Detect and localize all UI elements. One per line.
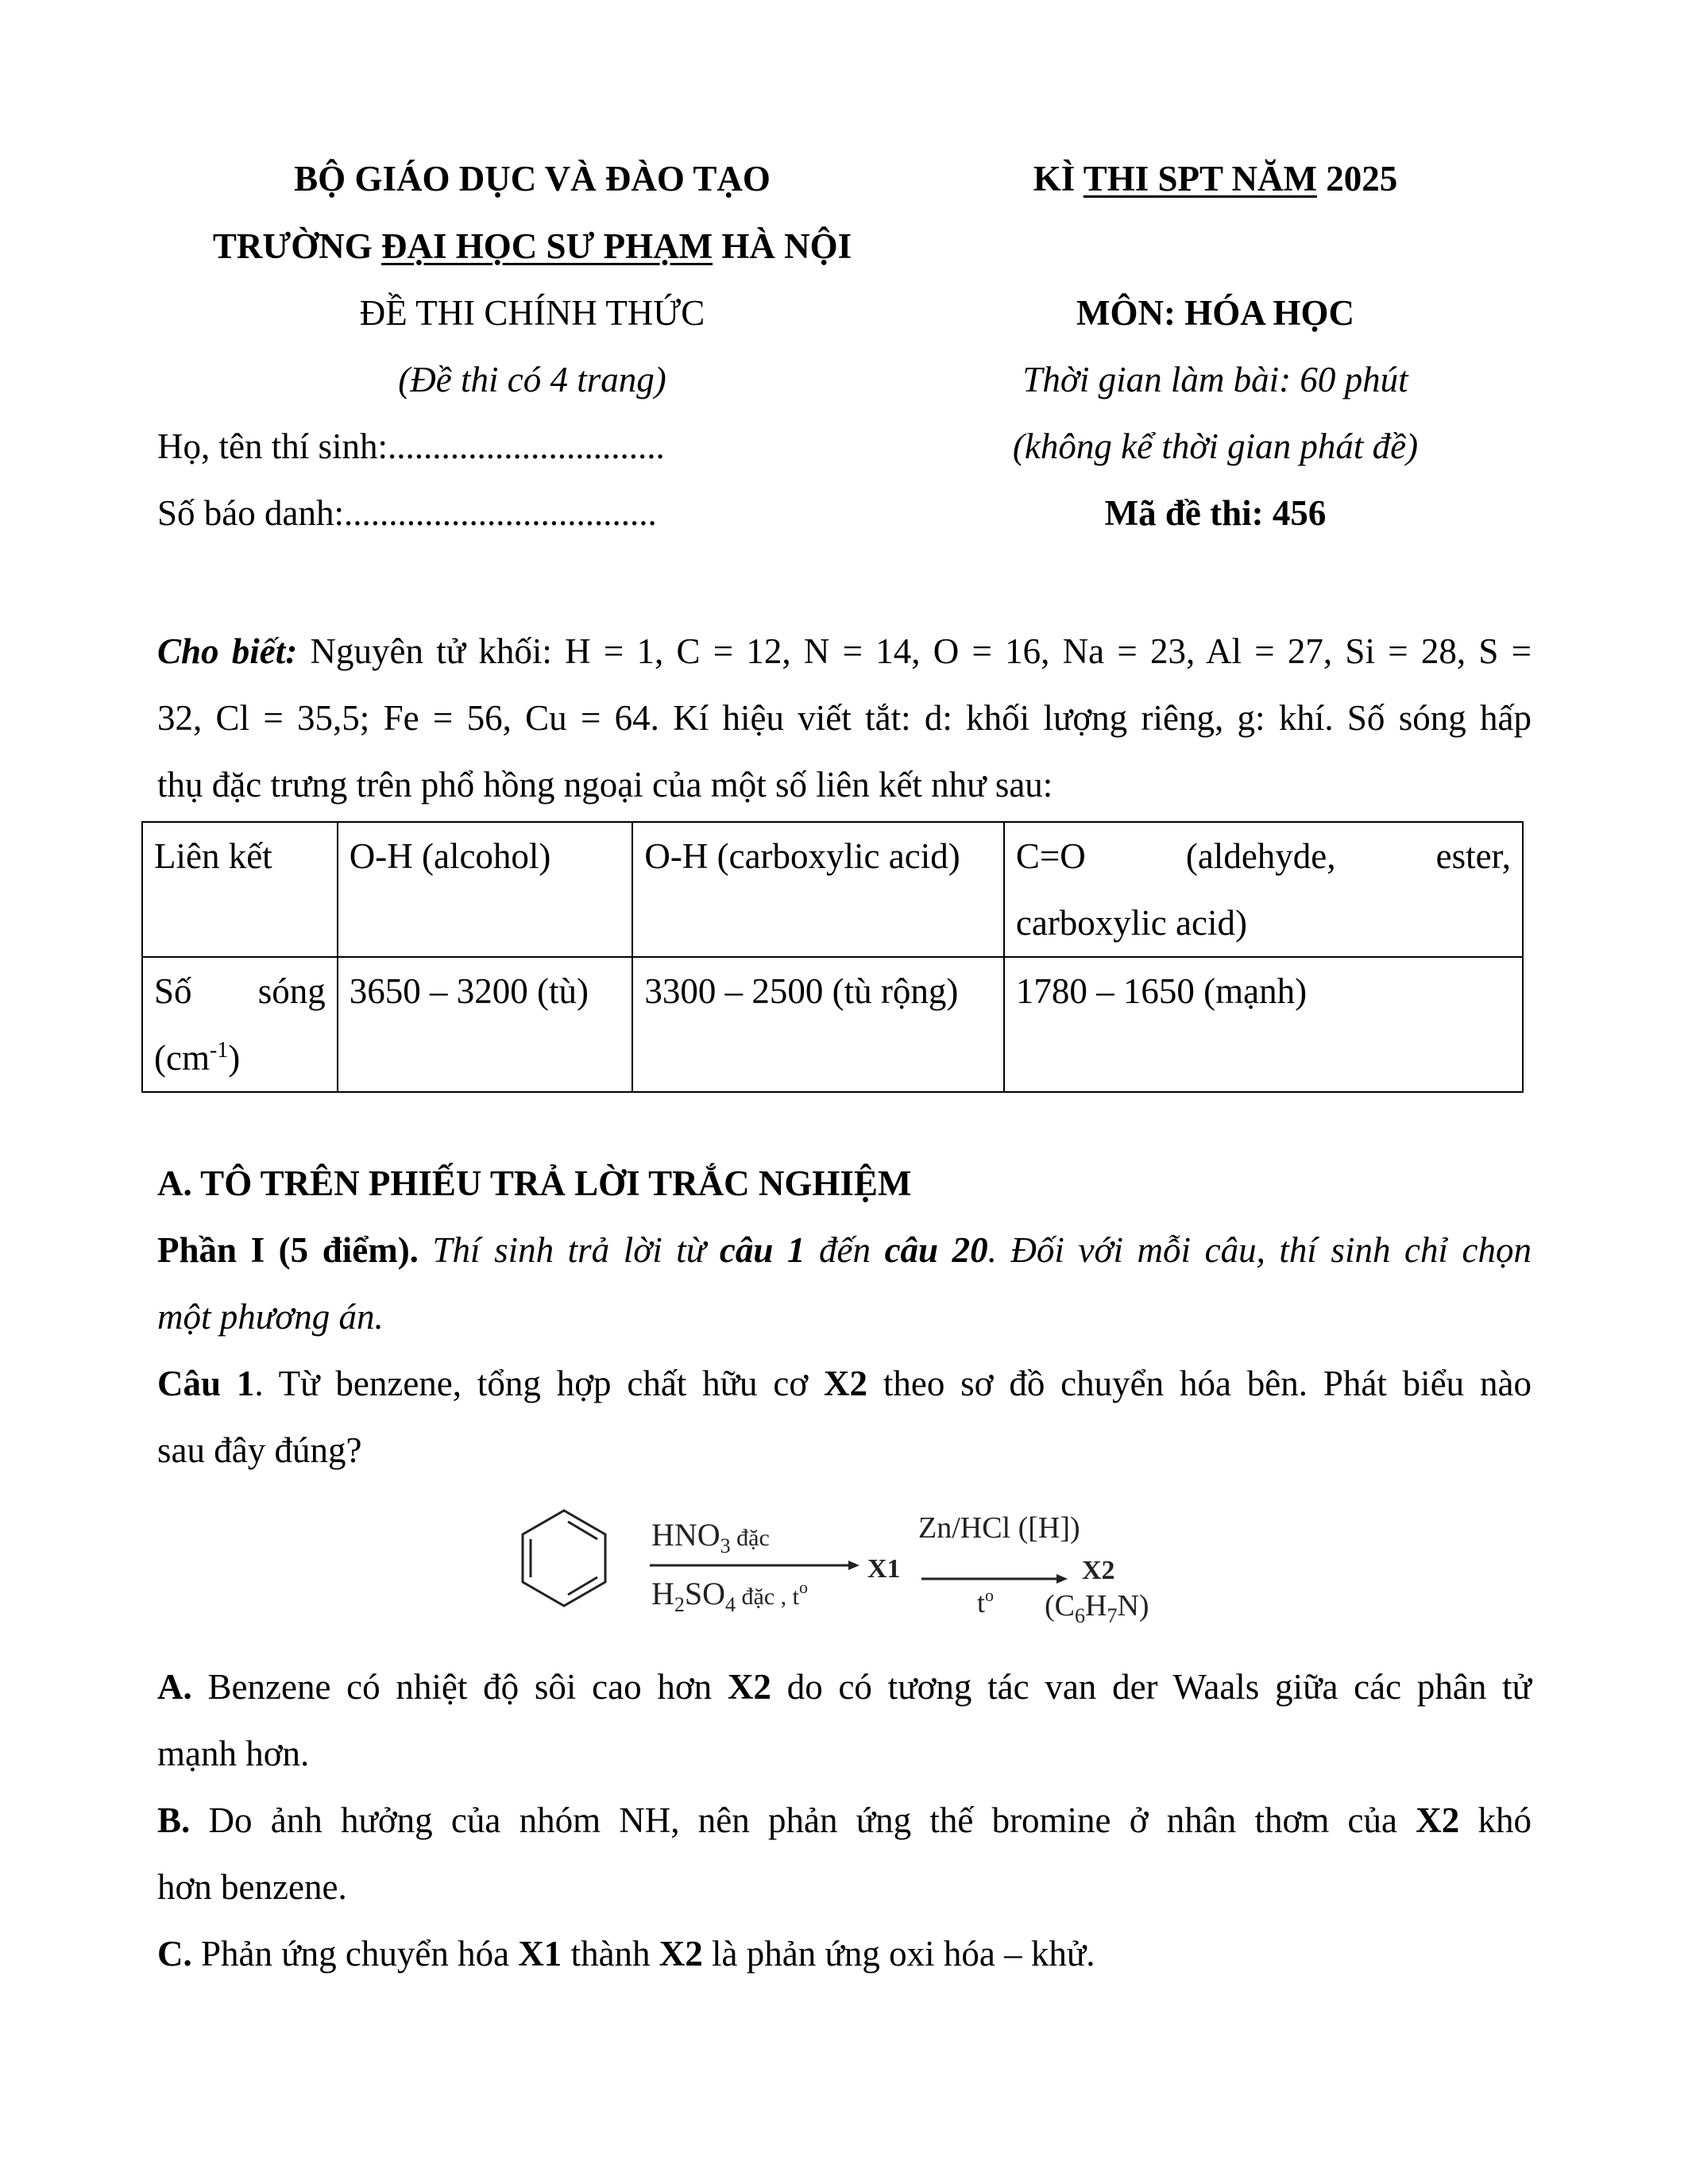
exam-code: Mã đề thi: 456	[1104, 493, 1327, 533]
pages-note: (Đề thi có 4 trang)	[398, 360, 666, 399]
reagent-1-top: $HNO_3$ $^{đặc}$	[651, 1517, 770, 1557]
candidate-id-field: Số báo danh:...................................	[157, 493, 657, 533]
benzene-ring-icon	[523, 1511, 605, 1606]
table-row	[142, 957, 1523, 1092]
reaction-scheme	[508, 1493, 1184, 1636]
candidate-name-field: Họ, tên thí sinh:...............................	[157, 426, 665, 466]
table-cell: 3650 – 3200 (tù)	[338, 957, 633, 1092]
reagent-1-bottom: $H_2SO_4$ $^{đặc , to}$	[651, 1576, 808, 1616]
subject-label: MÔN: HÓA HỌC	[1076, 293, 1354, 333]
table-cell: O-H (alcohol)	[338, 822, 633, 957]
table-header-cell: Liên kết	[142, 822, 338, 957]
ir-wavenumber-table	[141, 821, 1524, 1093]
school-name: TRƯỜNG ĐẠI HỌC SƯ PHẠM HÀ NỘI	[212, 226, 852, 266]
part1-instructions: Phần I (5 điểm). Thí sinh trả lời từ câu 1 đến câu 20. Đối với mỗi câu, thí sinh chỉ chọn một phương án.	[157, 1230, 1532, 1337]
option-c: C. Phản ứng chuyển hóa X1 thành X2 là phản ứng oxi hóa – khử.	[157, 1934, 1095, 1974]
reaction-scheme-svg	[508, 1493, 1184, 1636]
ministry-name: BỘ GIÁO DỤC VÀ ĐÀO TẠO	[294, 159, 771, 199]
section-a-heading: A. TÔ TRÊN PHIẾU TRẢ LỜI TRẮC NGHIỆM	[157, 1163, 912, 1203]
reagent-2-top: Zn/HCl ([H])	[918, 1511, 1080, 1545]
exam-duration: Thời gian làm bài: 60 phút	[1022, 360, 1408, 399]
table-cell: O-H (carboxylic acid)	[632, 822, 1004, 957]
table-cell: 1780 – 1650 (mạnh)	[1004, 957, 1523, 1092]
duration-note: (không kể thời gian phát đề)	[1012, 426, 1419, 466]
option-a: A. Benzene có nhiệt độ sôi cao hơn X2 do có tương tác van der Waals giữa các phân tử mạnh hơn.	[157, 1667, 1532, 1773]
x1-label: X1	[867, 1554, 901, 1584]
table-row	[142, 822, 1523, 957]
option-b: B. Do ảnh hưởng của nhóm NH, nên phản ứng thế bromine ở nhân thơm của X2 khó hơn benzene.	[157, 1800, 1532, 1907]
reagent-2-bottom: $t^o$	[977, 1585, 995, 1619]
official-exam-label: ĐỀ THI CHÍNH THỨC	[359, 293, 705, 333]
exam-title: KÌ THI SPT NĂM 2025	[1033, 159, 1398, 199]
x2-label: X2	[1082, 1556, 1115, 1585]
table-header-cell: Số sóng $(cm^{-1})$	[142, 957, 338, 1092]
table-cell: C=O (aldehyde, ester, carboxylic acid)	[1004, 822, 1523, 957]
arrow-1-head	[848, 1561, 859, 1570]
table-cell: 3300 – 2500 (tù rộng)	[632, 957, 1004, 1092]
arrow-2-head	[1056, 1574, 1068, 1584]
given-data-paragraph: Cho biết: Nguyên tử khối: H = 1, C = 12, N = 14, O = 16, Na = 23, Al = 27, Si = 28, S = 32, Cl = 35,5; Fe = 56, Cu = 64. Kí hiệu viết tắt: d: khối lượng riêng, g: khí. Số sóng hấp thụ đặc trưng trên phổ hồng ngoại của một số liên kết như sau:	[157, 631, 1532, 805]
x2-formula: $(C_6H_7N)$	[1045, 1589, 1149, 1627]
question-1-stem: Câu 1. Từ benzene, tổng hợp chất hữu cơ X2 theo sơ đồ chuyển hóa bên. Phát biểu nào sau đây đúng?	[157, 1364, 1532, 1470]
